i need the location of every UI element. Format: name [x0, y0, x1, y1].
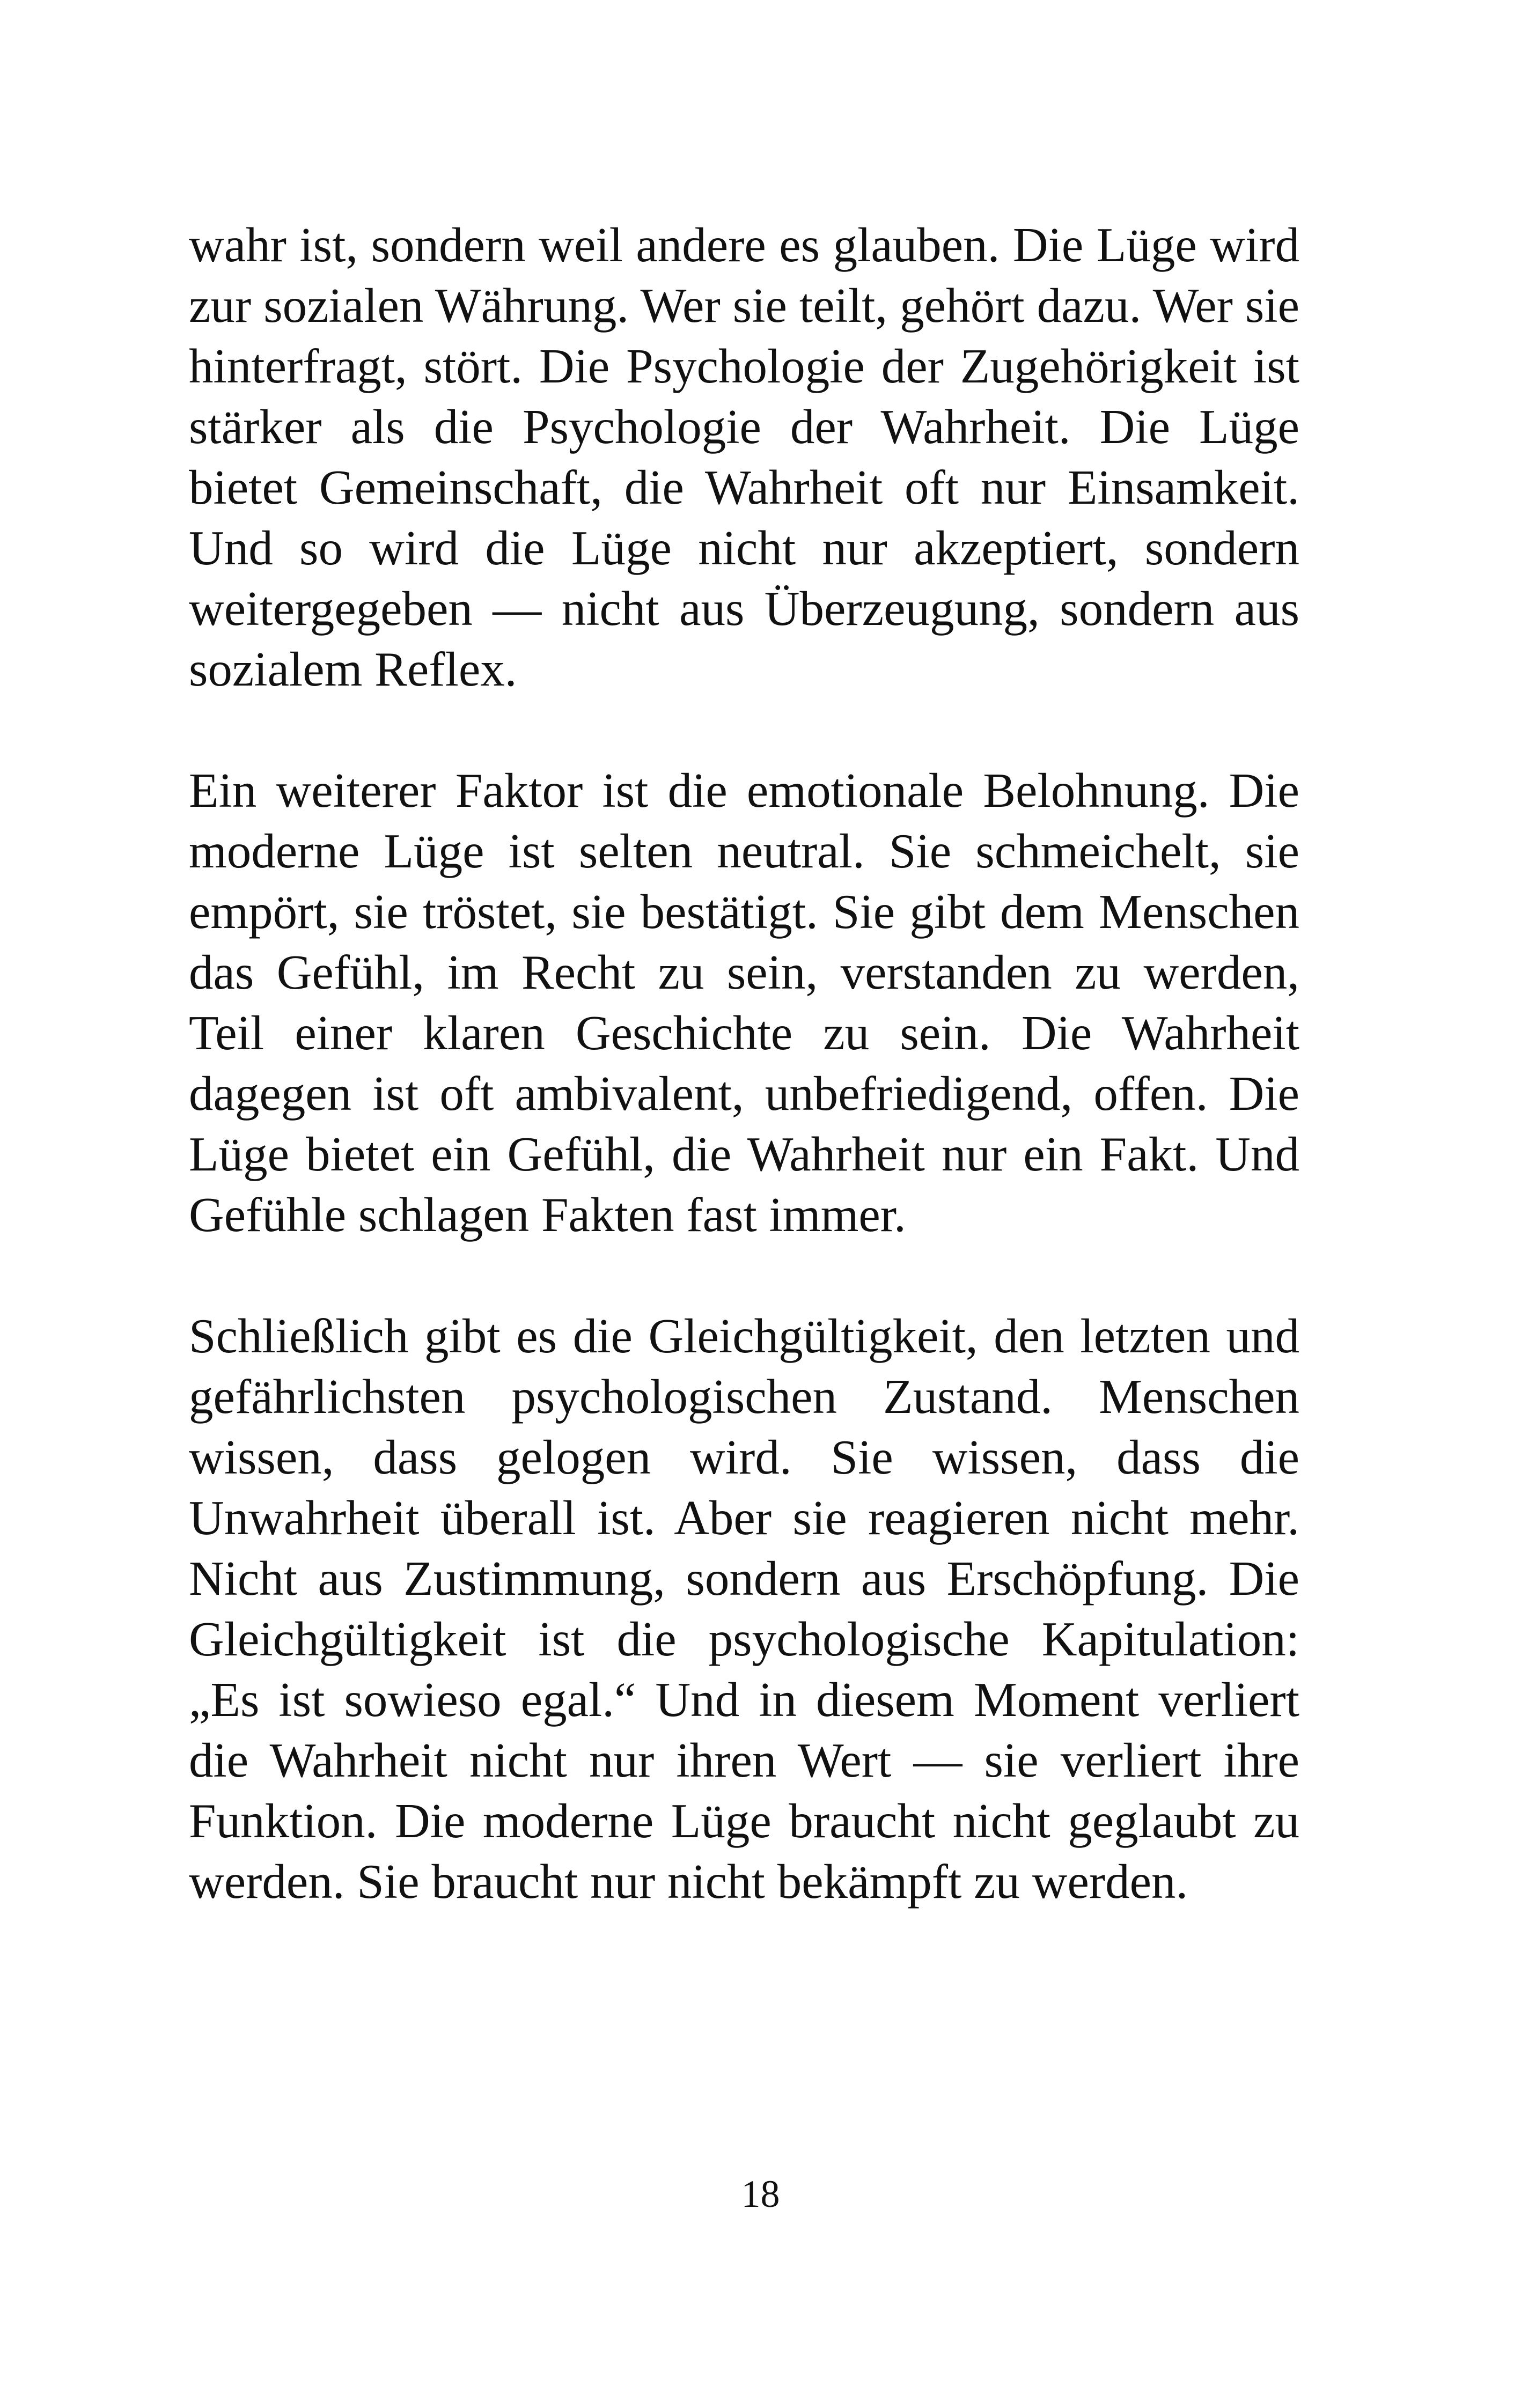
paragraph-2: Ein weiterer Faktor ist die emotionale Belohnung. Die moderne Lüge ist selten neutral. Sie schmeichelt, sie empört, sie tröstet, sie bestätigt. Sie gibt dem Menschen das Gefühl, im Recht zu sein, verstanden zu werden, Teil einer klaren Geschichte zu sein. Die Wahrheit dagegen ist oft ambivalent, unbefriedigend, offen. Die Lüge bietet ein Gefühl, die Wahrheit nur ein Fakt. Und Gefühle schlagen Fakten fast immer.: [189, 763, 1299, 1242]
paragraph-3: Schließlich gibt es die Gleichgültigkeit, den letzten und gefährlichsten psychologischen Zustand. Menschen wissen, dass gelogen wird. Sie wissen, dass die Unwahrheit überall ist. Aber sie reagieren nicht mehr. Nicht aus Zustimmung, sondern aus Erschöpfung. Die Gleichgültigkeit ist die psychologische Kapitulation: „Es ist sowieso egal.“ Und in diesem Moment verliert die Wahrheit nicht nur ihren Wert — sie verliert ihre Funktion. Die moderne Lüge braucht nicht geglaubt zu werden. Sie braucht nur nicht bekämpft zu werden.: [189, 1309, 1299, 1909]
paragraph-1: wahr ist, sondern weil andere es glauben. Die Lüge wird zur sozialen Währung. Wer sie teilt, gehört dazu. Wer sie hinterfragt, stört. Die Psychologie der Zugehörigkeit ist stärker als die Psychologie der Wahrheit. Die Lüge bietet Gemeinschaft, die Wahrheit oft nur Einsamkeit. Und so wird die Lüge nicht nur akzeptiert, sondern weitergegeben — nicht aus Überzeugung, sondern aus sozialem Reflex.: [189, 218, 1299, 696]
page-number: 18: [741, 2173, 780, 2215]
body-text: [189, 215, 1299, 1972]
